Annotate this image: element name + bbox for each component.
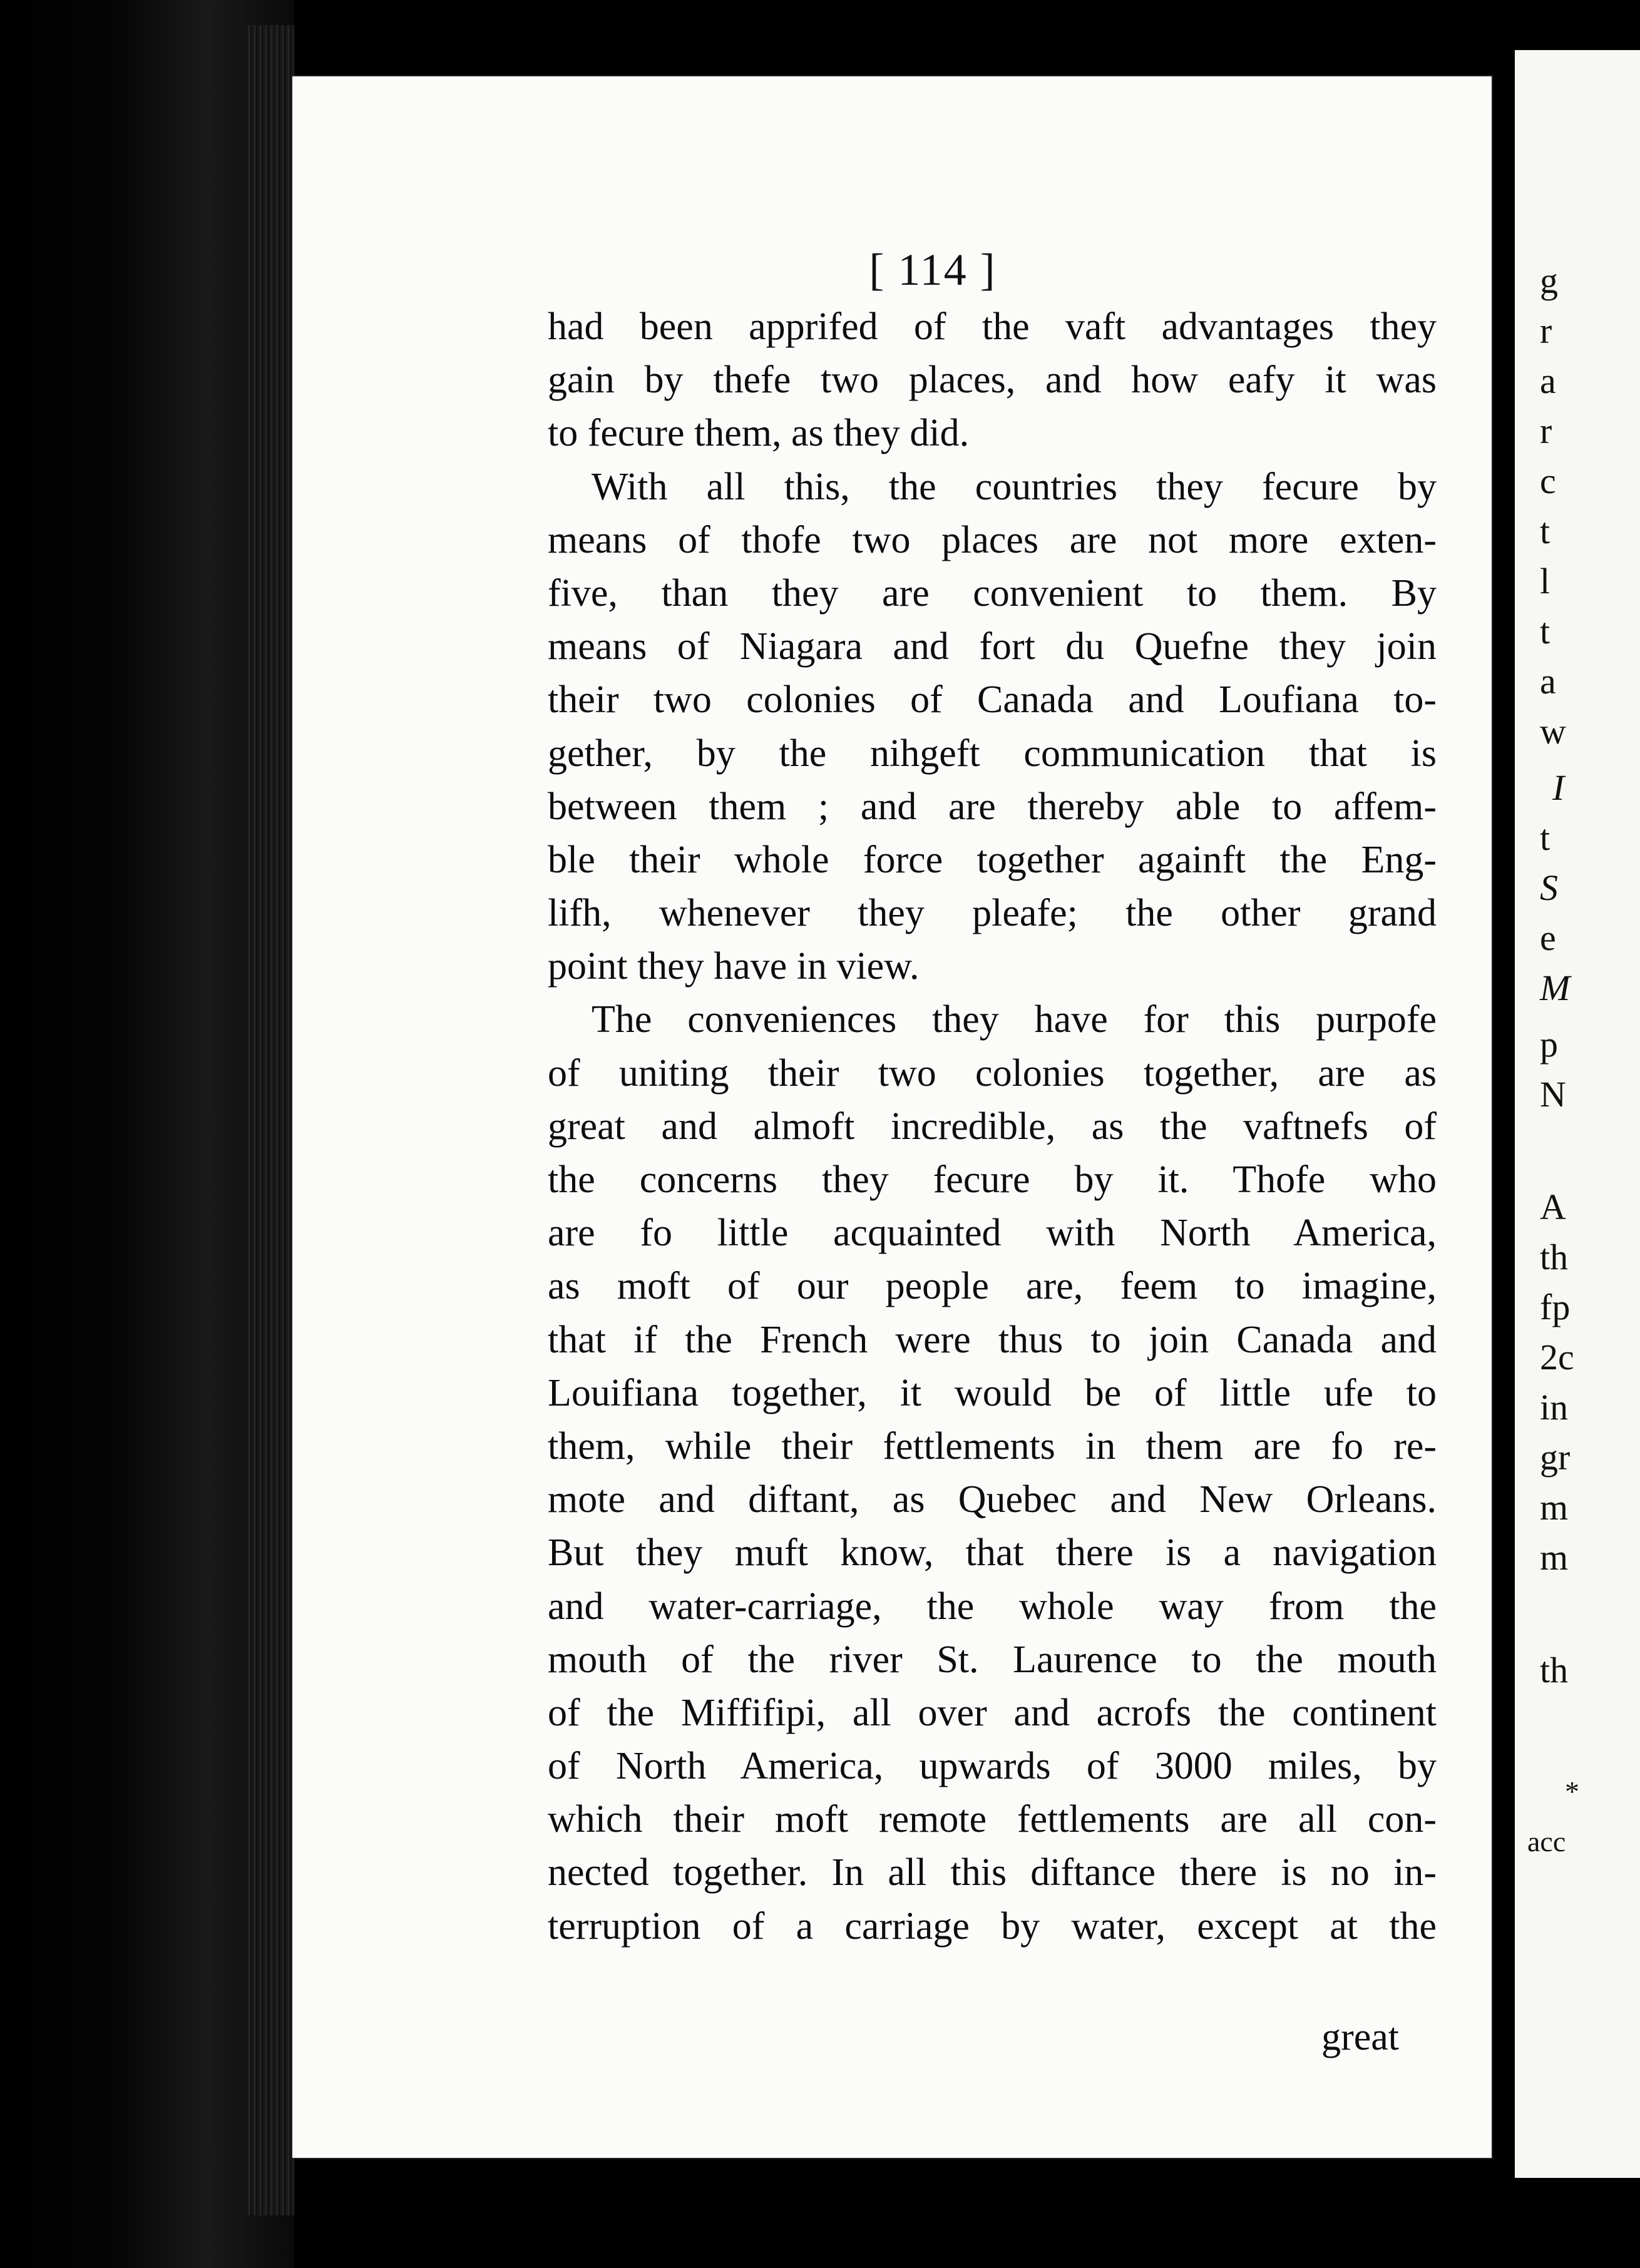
facing-fragment: acc bbox=[1527, 1826, 1566, 1857]
text-line: lifh, whenever they pleafe; the other grand bbox=[548, 892, 1437, 935]
text-line: mouth of the river St. Laurence to the mouth bbox=[548, 1638, 1437, 1681]
text-line: gain by thefe two places, and how eafy it was bbox=[548, 359, 1437, 402]
text-line: had been apprifed of the vaft advantages they bbox=[548, 305, 1437, 348]
facing-fragment: t bbox=[1540, 817, 1550, 858]
text-line: means of Niagara and fort du Quefne they join bbox=[548, 625, 1437, 668]
text-line: Louifiana together, it would be of little ufe to bbox=[548, 1371, 1437, 1414]
facing-fragment: r bbox=[1540, 310, 1552, 351]
facing-fragment: N bbox=[1540, 1074, 1566, 1115]
facing-fragment: c bbox=[1540, 461, 1556, 501]
text-line: the concerns they fecure by it. Thofe who bbox=[548, 1158, 1437, 1201]
facing-fragment: fp bbox=[1540, 1287, 1571, 1327]
facing-page bbox=[1515, 50, 1640, 2178]
text-line: are fo little acquainted with North America, bbox=[548, 1212, 1437, 1255]
facing-fragment: a bbox=[1540, 661, 1556, 702]
text-line: as moft of our people are, feem to imagine, bbox=[548, 1265, 1437, 1308]
text-line: The conveniences they have for this purpofe bbox=[592, 998, 1437, 1041]
facing-fragment: t bbox=[1540, 611, 1550, 651]
text-line: to fecure them, as they did. bbox=[548, 412, 970, 455]
text-line: between them ; and are thereby able to affem- bbox=[548, 785, 1437, 828]
text-line: nected together. In all this diftance there is no in- bbox=[548, 1851, 1437, 1894]
facing-fragment: * bbox=[1565, 1775, 1579, 1807]
text-line: that if the French were thus to join Canada and bbox=[548, 1318, 1437, 1361]
facing-fragment: a bbox=[1540, 360, 1556, 401]
facing-fragment: m bbox=[1540, 1487, 1569, 1528]
text-line: But they muft know, that there is a navigation bbox=[548, 1531, 1437, 1575]
facing-fragment: th bbox=[1540, 1650, 1569, 1690]
text-line: mote and diftant, as Quebec and New Orleans. bbox=[548, 1478, 1437, 1521]
body-text bbox=[548, 300, 1437, 1953]
facing-fragment: I bbox=[1552, 767, 1565, 808]
facing-fragment: w bbox=[1540, 711, 1566, 752]
page-number: [ 114 ] bbox=[869, 245, 997, 295]
binding-edge bbox=[247, 25, 294, 2215]
text-line: and water-carriage, the whole way from the bbox=[548, 1585, 1437, 1628]
text-line: of the Miffifipi, all over and acrofs the continent bbox=[548, 1691, 1437, 1734]
text-line: great and almoft incredible, as the vaftnefs of bbox=[548, 1105, 1437, 1148]
text-line: their two colonies of Canada and Loufiana to- bbox=[548, 678, 1437, 722]
facing-fragment: p bbox=[1540, 1024, 1558, 1065]
catchword: great bbox=[1321, 2016, 1399, 2058]
facing-fragment: t bbox=[1540, 511, 1550, 551]
facing-fragment: g bbox=[1540, 260, 1558, 301]
text-line: them, while their fettlements in them are fo re- bbox=[548, 1424, 1437, 1468]
text-line: which their moft remote fettlements are all con- bbox=[548, 1798, 1437, 1841]
facing-fragment: r bbox=[1540, 411, 1552, 451]
scanned-page bbox=[291, 75, 1493, 2159]
facing-fragment: e bbox=[1540, 917, 1556, 958]
facing-fragment: in bbox=[1540, 1387, 1569, 1428]
text-line: of uniting their two colonies together, are as bbox=[548, 1051, 1437, 1095]
text-line: gether, by the nihgeft communication that is bbox=[548, 732, 1437, 775]
facing-fragment: A bbox=[1540, 1187, 1566, 1227]
text-line: means of thofe two places are not more exten- bbox=[548, 518, 1437, 561]
text-line: terruption of a carriage by water, except at the bbox=[548, 1904, 1437, 1948]
text-line: point they have in view. bbox=[548, 945, 920, 988]
facing-fragment: gr bbox=[1540, 1437, 1571, 1478]
text-line: of North America, upwards of 3000 miles, by bbox=[548, 1745, 1437, 1788]
text-line: With all this, the countries they fecure by bbox=[592, 465, 1437, 508]
facing-fragment: S bbox=[1540, 867, 1558, 908]
text-line: ble their whole force together againft the Eng- bbox=[548, 838, 1437, 881]
text-line: five, than they are convenient to them. By bbox=[548, 571, 1437, 615]
facing-fragment: M bbox=[1540, 968, 1571, 1008]
facing-fragment: th bbox=[1540, 1237, 1569, 1277]
facing-fragment: m bbox=[1540, 1537, 1569, 1578]
facing-fragment: l bbox=[1540, 561, 1550, 601]
facing-fragment: 2c bbox=[1540, 1337, 1574, 1377]
